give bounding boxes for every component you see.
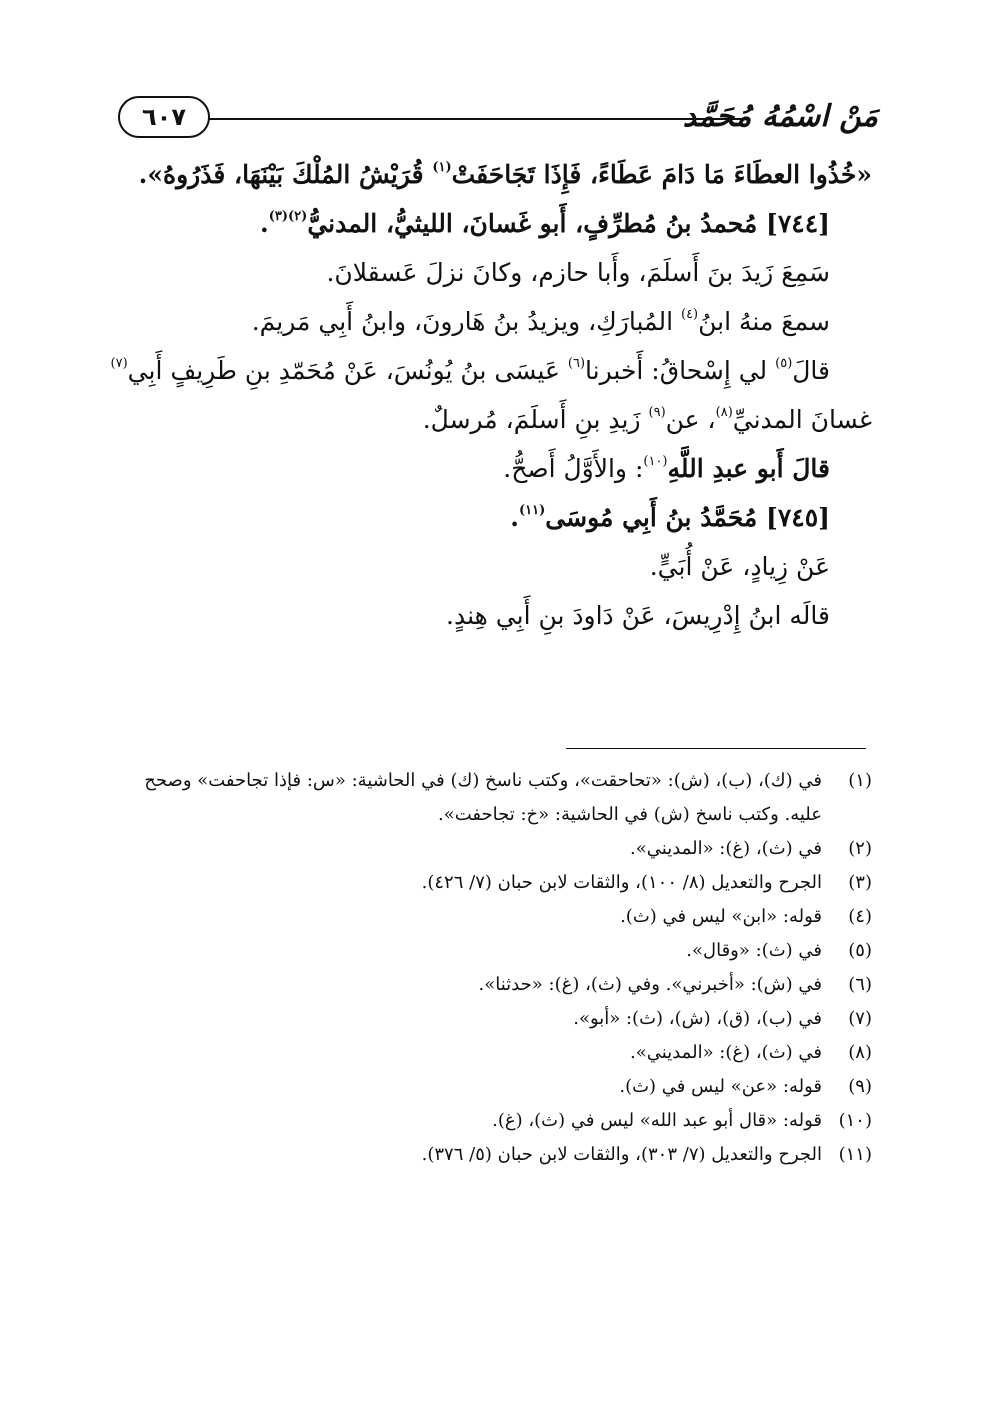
footnote: (٣) الجرح والتعديل (٨/ ١٠٠)، والثقات لابن حبان (٧/ ٤٢٦). <box>421 872 872 893</box>
text-line-4: سمعَ منهُ ابنُ$^{(٤)}$ المُبارَكِ، ويزيدُ بنُ هَارونَ، وابنُ أَبِي مَريمَ. <box>251 307 830 336</box>
page-header <box>118 92 878 148</box>
footnote: (٤) قوله: «ابن» ليس في (ث). <box>620 906 872 927</box>
page-number: ٦٠٧ <box>118 96 210 138</box>
running-title: مَنْ اسْمُهُ مُحَمَّد <box>682 99 878 134</box>
main-text <box>110 150 872 640</box>
text-line-3: سَمِعَ زَيدَ بنَ أَسلَمَ، وأَبا حازم، وكانَ نزلَ عَسقلانَ. <box>326 258 830 287</box>
footnote-ref: (١) <box>432 160 452 175</box>
text-line-1: «خُذُوا العطَاءَ مَا دَامَ عَطَاءً، فَإِذَا تَجَاحَفَتْ$^{(١)}$ قُرَيْشُ المُلْكَ بَيْنَهَا، فَذَرُوهُ». <box>138 160 872 189</box>
text-line-6: غسانَ المدنيِّ$^{(٨)}$، عن$^{(٩)}$ زَيدِ بنِ أَسلَمَ، مُرسلٌ. <box>422 405 872 434</box>
footnote-ref: (٨) <box>715 405 733 420</box>
text-line-7: قالَ أَبو عبدِ اللَّهِ$^{(١٠)}$: والأَوَّلُ أَصحُّ. <box>503 454 830 483</box>
footnote: (٦) في (ش): «أخبرني». وفي (ث)، (غ): «حدثنا». <box>478 974 872 995</box>
footnote: (٥) في (ث): «وقال». <box>686 940 872 961</box>
footnote-ref: (٩) <box>648 405 666 420</box>
text-line-5: قالَ$^{(٥)}$ لي إِسْحاقُ: أَخبرنا$^{(٦)}$ عَيسَى بنُ يُونُسَ، عَنْ مُحَمّدِ بنِ طَرِيفٍ أَبِي$^{(٧)}$ <box>110 356 830 385</box>
footnote-ref: (١٠) <box>643 454 668 469</box>
footnote-ref: (٦) <box>567 356 586 371</box>
footnote-ref: (٧) <box>110 356 128 371</box>
text-line-10: قالَه ابنُ إِدْرِيسَ، عَنْ دَاودَ بنِ أَبِي هِندٍ. <box>446 601 830 630</box>
header-rule <box>208 118 748 120</box>
footnote: (٩) قوله: «عن» ليس في (ث). <box>619 1076 872 1097</box>
footnote: (٢) في (ث)، (غ): «المديني». <box>630 838 872 859</box>
footnote-ref: (٢)(٣) <box>268 209 308 224</box>
footnote: (١) في (ك)، (ب)، (ش): «تحاحقت»، وكتب ناسخ (ك) في الحاشية: «س: فإذا تجاحفت» وصحح عليه. وكتب ناسخ (ش) في الحاشية: «خ: تجاحفت». <box>144 770 872 825</box>
footnotes <box>110 764 872 1172</box>
footnote-ref: (٥) <box>775 356 793 371</box>
footnote-ref: (١١) <box>519 503 546 518</box>
footnote: (١٠) قوله: «قال أبو عبد الله» ليس في (ث)، (غ). <box>492 1110 872 1131</box>
footnote-separator <box>566 748 866 749</box>
footnote-ref: (٤) <box>680 307 699 322</box>
entry-heading-745: [٧٤٥] مُحَمَّدُ بنُ أَبِي مُوسَى$^{(١١)}$. <box>510 503 830 532</box>
footnote: (٨) في (ث)، (غ): «المديني». <box>630 1042 872 1063</box>
footnote: (٧) في (ب)، (ق)، (ش)، (ث): «أبو». <box>573 1008 872 1029</box>
entry-heading-744: [٧٤٤] مُحمدُ بنُ مُطرِّفٍ، أَبو غَسانَ، الليثيُّ، المدنيُّ$^{(٢)(٣)}$. <box>260 209 830 238</box>
footnote: (١١) الجرح والتعديل (٧/ ٣٠٣)، والثقات لابن حبان (٥/ ٣٧٦). <box>421 1144 872 1165</box>
text-line-9: عَنْ زِيادٍ، عَنْ أُبَيٍّ. <box>649 552 830 581</box>
